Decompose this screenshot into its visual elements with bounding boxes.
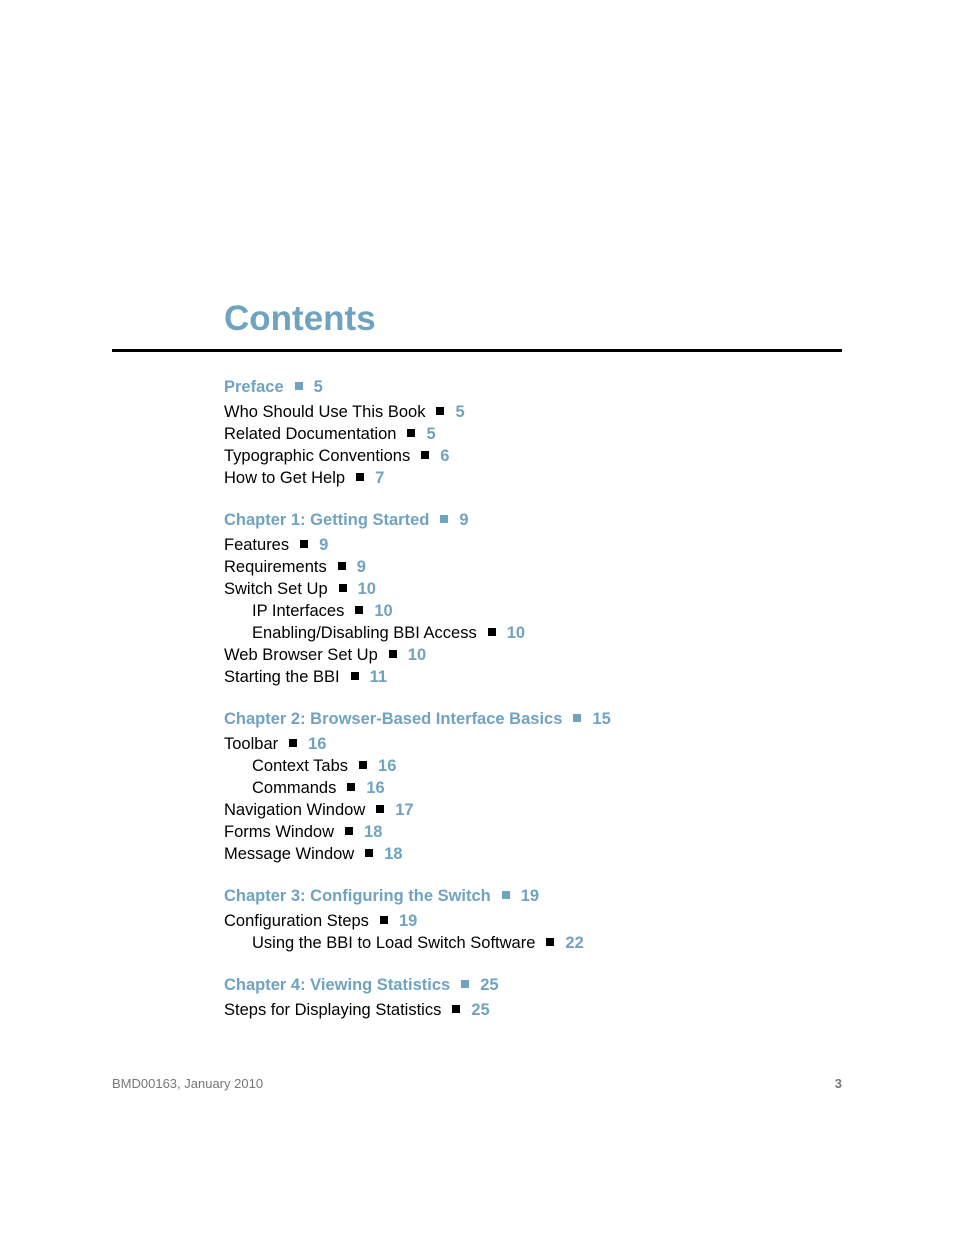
toc-entry-page: 18 bbox=[384, 845, 403, 863]
square-bullet-icon bbox=[295, 382, 303, 390]
square-bullet-icon bbox=[440, 515, 448, 523]
square-bullet-icon bbox=[355, 606, 363, 614]
square-bullet-icon bbox=[546, 938, 554, 946]
square-bullet-icon bbox=[389, 650, 397, 658]
toc-entry-link[interactable] bbox=[224, 910, 824, 932]
toc-entry-label: Configuration Steps bbox=[224, 912, 369, 930]
toc-entry-link[interactable] bbox=[224, 666, 824, 688]
toc-entry-link[interactable] bbox=[224, 755, 824, 777]
square-bullet-icon bbox=[461, 980, 469, 988]
square-bullet-icon bbox=[347, 783, 355, 791]
toc-chapter-label: Chapter 4: Viewing Statistics bbox=[224, 976, 451, 994]
toc-section bbox=[224, 509, 824, 688]
toc-entry-link[interactable] bbox=[224, 534, 824, 556]
square-bullet-icon bbox=[502, 891, 510, 899]
toc-section bbox=[224, 974, 824, 1021]
toc-chapter-page: 25 bbox=[480, 976, 499, 994]
toc-entry-link[interactable] bbox=[224, 821, 824, 843]
footer-doc-id: BMD00163, January 2010 bbox=[112, 1076, 264, 1091]
toc-entry-link[interactable] bbox=[224, 556, 824, 578]
toc-entry-label: Features bbox=[224, 536, 290, 554]
title-divider bbox=[112, 349, 842, 352]
toc-entry-link[interactable] bbox=[224, 622, 824, 644]
toc-entry-link[interactable] bbox=[224, 777, 824, 799]
table-of-contents bbox=[224, 376, 824, 1041]
toc-entry-link[interactable] bbox=[224, 644, 824, 666]
square-bullet-icon bbox=[359, 761, 367, 769]
toc-entry-link[interactable] bbox=[224, 999, 824, 1021]
square-bullet-icon bbox=[365, 849, 373, 857]
toc-entry-label: Switch Set Up bbox=[224, 580, 328, 598]
toc-entry-page: 7 bbox=[375, 469, 385, 487]
toc-entry-label: Related Documentation bbox=[224, 425, 397, 443]
square-bullet-icon bbox=[289, 739, 297, 747]
toc-chapter-link[interactable] bbox=[224, 708, 824, 730]
square-bullet-icon bbox=[376, 805, 384, 813]
toc-entry-label: Forms Window bbox=[224, 823, 335, 841]
toc-entry-link[interactable] bbox=[224, 843, 824, 865]
toc-chapter-label: Chapter 1: Getting Started bbox=[224, 511, 430, 529]
toc-entry-page: 10 bbox=[407, 646, 427, 664]
square-bullet-icon bbox=[338, 562, 346, 570]
toc-entry-label: Steps for Displaying Statistics bbox=[224, 1001, 442, 1019]
toc-entry-link[interactable] bbox=[224, 467, 824, 489]
toc-entry-page: 16 bbox=[378, 757, 397, 775]
square-bullet-icon bbox=[345, 827, 353, 835]
toc-entry-label: Navigation Window bbox=[224, 801, 366, 819]
toc-entry-label: Enabling/Disabling BBI Access bbox=[252, 624, 477, 642]
toc-chapter-page: 9 bbox=[459, 511, 469, 529]
toc-entry-page: 19 bbox=[398, 912, 418, 930]
toc-chapter-page: 5 bbox=[313, 378, 323, 396]
toc-entry-link[interactable] bbox=[224, 423, 824, 445]
toc-entry-label: Starting the BBI bbox=[224, 668, 340, 686]
toc-chapter-link[interactable] bbox=[224, 376, 824, 398]
square-bullet-icon bbox=[421, 451, 429, 459]
toc-entry-page: 10 bbox=[374, 602, 393, 620]
toc-entry-page: 16 bbox=[366, 779, 385, 797]
toc-entry-page: 18 bbox=[364, 823, 383, 841]
toc-chapter-label: Preface bbox=[224, 378, 284, 396]
toc-chapter-link[interactable] bbox=[224, 509, 824, 531]
footer-page-number: 3 bbox=[834, 1076, 842, 1091]
toc-entry-link[interactable] bbox=[224, 445, 824, 467]
square-bullet-icon bbox=[380, 916, 388, 924]
square-bullet-icon bbox=[488, 628, 496, 636]
toc-entry-page: 10 bbox=[506, 624, 526, 642]
square-bullet-icon bbox=[356, 473, 364, 481]
toc-entry-label: Who Should Use This Book bbox=[224, 403, 426, 421]
toc-chapter-link[interactable] bbox=[224, 885, 824, 907]
toc-entry-link[interactable] bbox=[224, 401, 824, 423]
square-bullet-icon bbox=[351, 672, 359, 680]
toc-entry-page: 5 bbox=[426, 425, 436, 443]
toc-entry-page: 10 bbox=[357, 580, 376, 598]
toc-entry-label: Toolbar bbox=[224, 735, 279, 753]
toc-entry-label: Typographic Conventions bbox=[224, 447, 411, 465]
toc-entry-label: How to Get Help bbox=[224, 469, 346, 487]
toc-chapter-label: Chapter 2: Browser-Based Interface Basics bbox=[224, 710, 563, 728]
square-bullet-icon bbox=[407, 429, 415, 437]
toc-entry-page: 5 bbox=[455, 403, 465, 421]
toc-entry-page: 9 bbox=[356, 558, 366, 576]
toc-section bbox=[224, 708, 824, 865]
toc-section bbox=[224, 376, 824, 489]
square-bullet-icon bbox=[452, 1005, 460, 1013]
toc-entry-link[interactable] bbox=[224, 578, 824, 600]
toc-chapter-link[interactable] bbox=[224, 974, 824, 996]
toc-chapter-page: 15 bbox=[592, 710, 611, 728]
toc-entry-page: 22 bbox=[565, 934, 584, 952]
toc-entry-label: Web Browser Set Up bbox=[224, 646, 378, 664]
toc-chapter-label: Chapter 3: Configuring the Switch bbox=[224, 887, 491, 905]
toc-entry-link[interactable] bbox=[224, 932, 824, 954]
toc-entry-page: 25 bbox=[471, 1001, 490, 1019]
toc-entry-link[interactable] bbox=[224, 733, 824, 755]
square-bullet-icon bbox=[436, 407, 444, 415]
toc-chapter-page: 19 bbox=[520, 887, 540, 905]
toc-section bbox=[224, 885, 824, 954]
toc-entry-link[interactable] bbox=[224, 799, 824, 821]
toc-entry-label: Using the BBI to Load Switch Software bbox=[252, 934, 536, 952]
toc-entry-link[interactable] bbox=[224, 600, 824, 622]
toc-entry-page: 16 bbox=[308, 735, 327, 753]
toc-entry-page: 9 bbox=[319, 536, 329, 554]
square-bullet-icon bbox=[300, 540, 308, 548]
toc-entry-page: 17 bbox=[395, 801, 414, 819]
toc-entry-label: Context Tabs bbox=[252, 757, 349, 775]
square-bullet-icon bbox=[339, 584, 347, 592]
toc-entry-page: 11 bbox=[369, 668, 388, 686]
toc-entry-label: Requirements bbox=[224, 558, 327, 576]
square-bullet-icon bbox=[573, 714, 581, 722]
toc-entry-page: 6 bbox=[440, 447, 450, 465]
page-title: Contents bbox=[224, 299, 376, 338]
toc-entry-label: Message Window bbox=[224, 845, 355, 863]
toc-entry-label: IP Interfaces bbox=[252, 602, 345, 620]
toc-entry-label: Commands bbox=[252, 779, 337, 797]
